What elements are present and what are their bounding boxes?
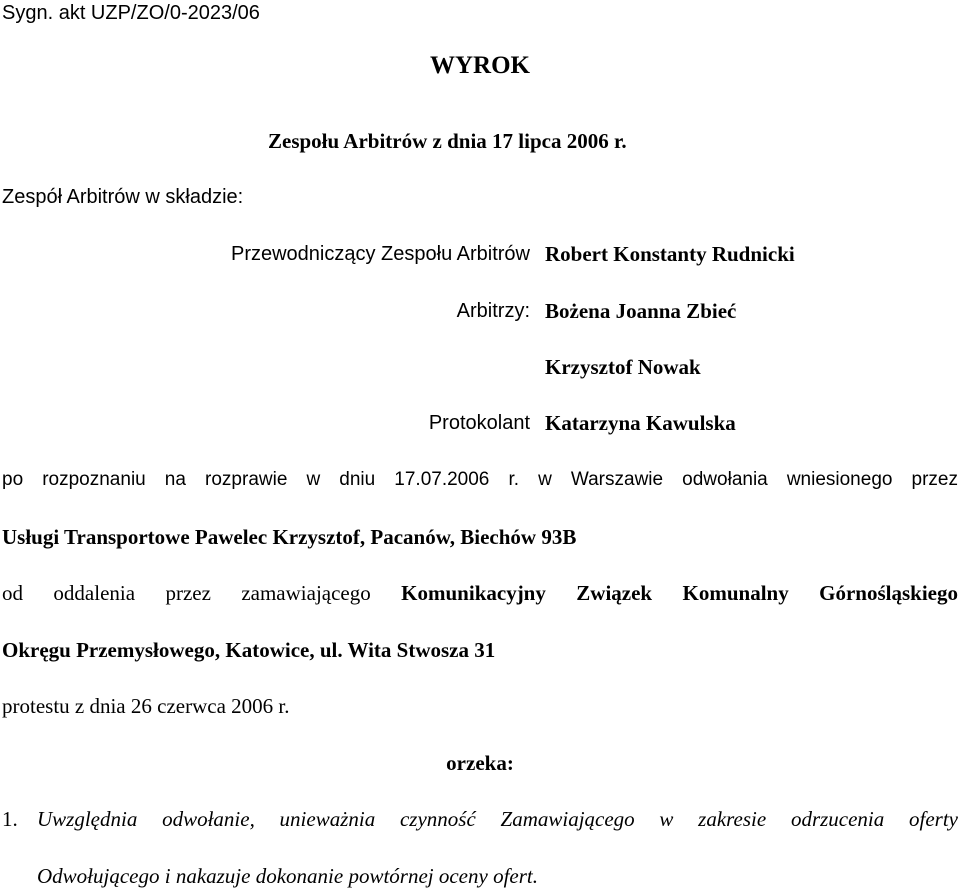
- clerk-label: Protokolant: [428, 412, 530, 434]
- chair-label: Przewodniczący Zespołu Arbitrów: [230, 243, 530, 265]
- dismissal-prefix: od oddalenia przez zamawiającego: [2, 581, 371, 605]
- panel-intro: Zespół Arbitrów w składzie:: [2, 186, 244, 208]
- clerk-name: Katarzyna Kawulska: [545, 411, 736, 435]
- protest-line: protestu z dnia 26 czerwca 2006 r.: [2, 694, 290, 718]
- hearing-line: po rozpoznaniu na rozprawie w dniu 17.07.2006 r. w Warszawie odwołania wniesionego przez: [2, 469, 958, 490]
- contracting-authority-part-1: Komunikacyjny Związek Komunalny Górnośląskiego: [401, 581, 958, 605]
- appellant: Usługi Transportowe Pawelec Krzysztof, Pacanów, Biechów 93B: [2, 525, 577, 549]
- chair-name: Robert Konstanty Rudnicki: [545, 242, 795, 266]
- arbiter-name-2: Krzysztof Nowak: [545, 355, 701, 379]
- ruling-heading: orzeka:: [446, 751, 514, 775]
- ruling-item-line-1: Uwzględnia odwołanie, unieważnia czynność Zamawiającego w zakresie odrzucenia oferty: [37, 807, 958, 831]
- contracting-authority-part-2: Okręgu Przemysłowego, Katowice, ul. Wita Stwosza 31: [2, 638, 496, 662]
- document-title: WYROK: [430, 52, 530, 79]
- ruling-item-line-2: Odwołującego i nakazuje dokonanie powtórnej oceny ofert.: [37, 864, 538, 888]
- contracting-authority-line: [2, 583, 958, 604]
- ruling-item-number: 1.: [2, 807, 18, 831]
- document-subtitle: Zespołu Arbitrów z dnia 17 lipca 2006 r.: [268, 129, 627, 153]
- arbiters-label: Arbitrzy:: [456, 300, 530, 322]
- case-number: Sygn. akt UZP/ZO/0-2023/06: [2, 2, 260, 24]
- arbiter-name-1: Bożena Joanna Zbieć: [545, 299, 737, 323]
